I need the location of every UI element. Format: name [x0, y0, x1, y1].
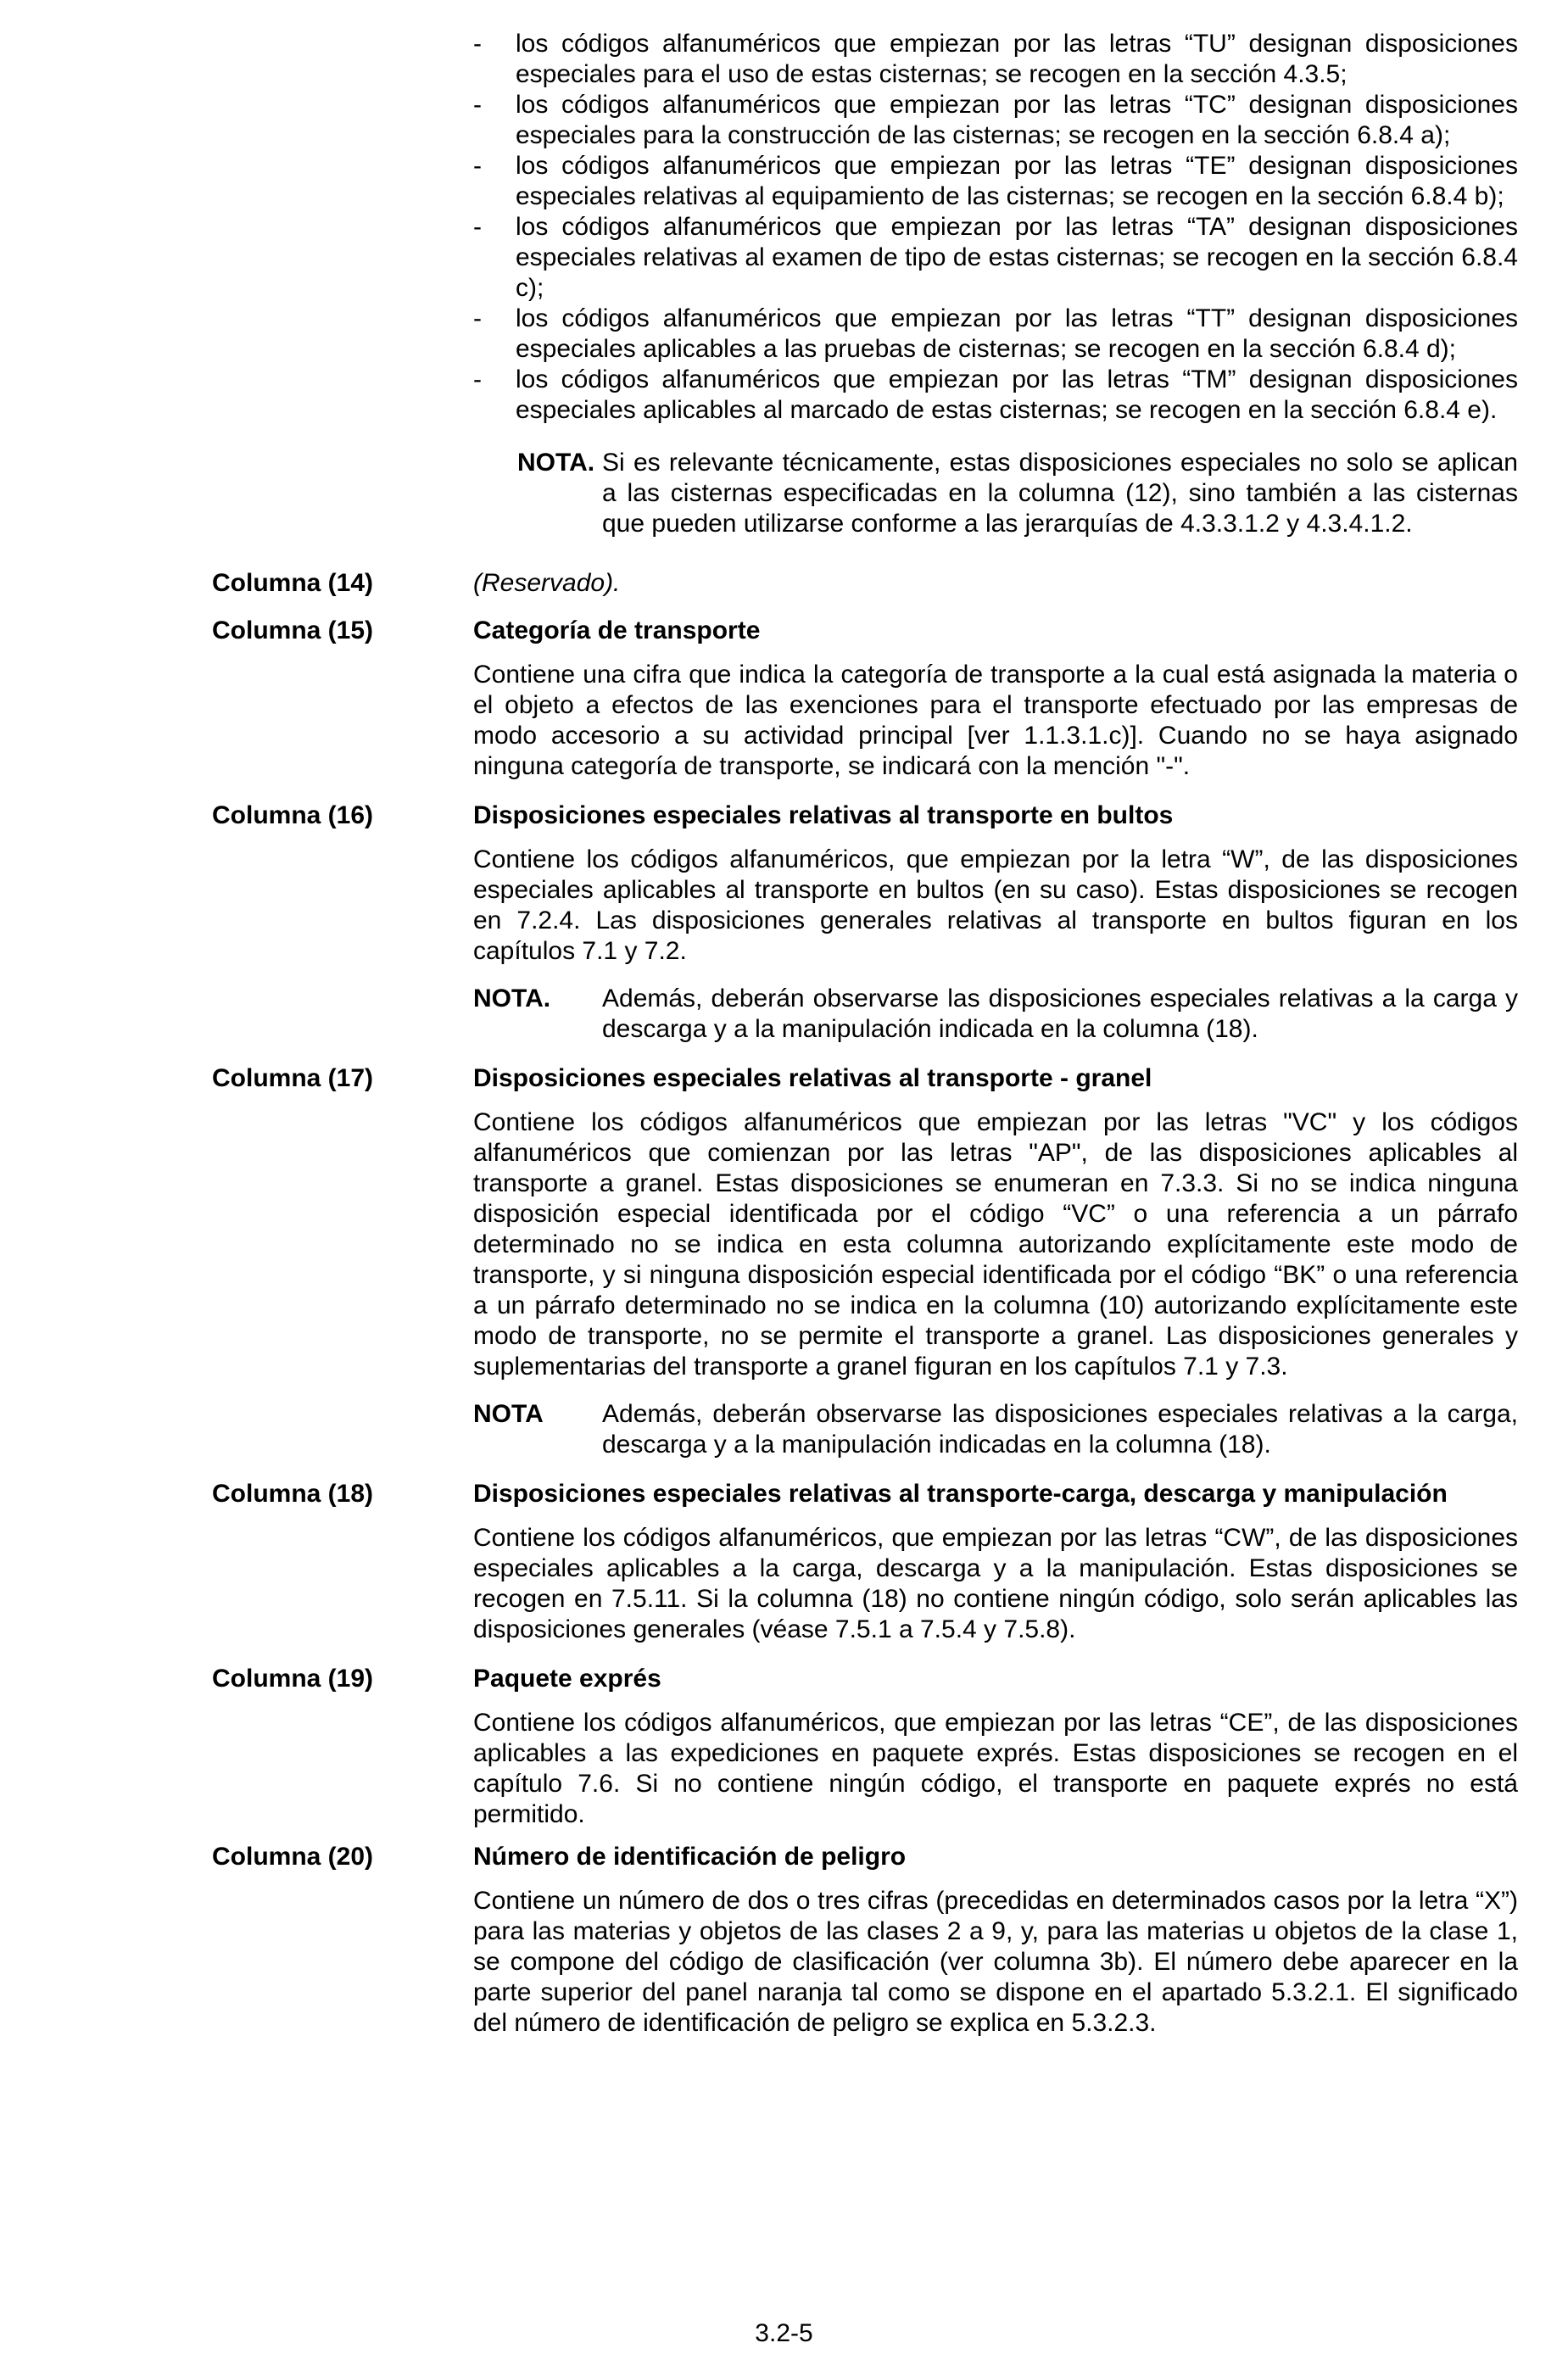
- nota-text: Además, deberán observarse las disposiciones especiales relativas a la carga y descarga y a la manipulación indicada en la columna (18).: [602, 985, 1518, 1043]
- bullet-dash: -: [473, 213, 482, 241]
- bullet-text-tu: los códigos alfanuméricos que empiezan por las letras “TU” designan disposiciones especiales para el uso de estas cisternas; se recogen en la sección 4.3.5;: [516, 30, 1518, 88]
- section-heading: Número de identificación de peligro: [473, 1843, 907, 1871]
- list-item: [473, 365, 1518, 426]
- section-heading: Disposiciones especiales relativas al transporte - granel: [473, 1064, 1152, 1092]
- reserved-text: (Reservado).: [473, 569, 621, 597]
- list-item: [473, 151, 1518, 212]
- list-item: [473, 90, 1518, 151]
- section-heading: Disposiciones especiales relativas al transporte en bultos: [473, 801, 1174, 829]
- bullet-dash: -: [473, 365, 482, 393]
- bullet-text-te: los códigos alfanuméricos que empiezan por las letras “TE” designan disposiciones especiales relativas al equipamiento de las cisternas; se recogen en la sección 6.8.4 b);: [516, 152, 1518, 210]
- section-columna-14: [212, 568, 1518, 599]
- section-heading: Categoría de transporte: [473, 616, 761, 644]
- section-paragraph: Contiene los códigos alfanuméricos que empiezan por las letras "VC" y los códigos alfanuméricos que comienzan por las letras "AP", de las disposiciones aplicables al transporte a granel. Estas disposiciones se enumeran en 7.3.3. Si no se indica ninguna disposición especial identificada por el código “VC” o una referencia a un párrafo determinado no se indica en esta columna autorizando explícitamente este modo de transporte, y si ninguna disposición especial identificada por el código “BK” o una referencia a un párrafo determinado no se indica en la columna (10) autorizando explícitamente este modo de transporte, no se permite el transporte a granel. Las disposiciones generales y suplementarias del transporte a granel figuran en los capítulos 7.1 y 7.3.: [473, 1108, 1518, 1381]
- page-number: 3.2-5: [755, 2319, 813, 2347]
- tank-code-bullet-list: [473, 29, 1518, 426]
- section-columna-19: [212, 1664, 1518, 1830]
- bullet-dash: -: [473, 91, 482, 119]
- section-columna-18: [212, 1479, 1518, 1645]
- section-paragraph: Contiene una cifra que indica la categoría de transporte a la cual está asignada la materia o el objeto a efectos de las exenciones para el transporte efectuado por las empresas de modo accesorio a su actividad principal [ver 1.1.3.1.c)]. Cuando no se haya asignado ninguna categoría de transporte, se indicará con la mención "-".: [473, 661, 1518, 780]
- bullet-text-tm: los códigos alfanuméricos que empiezan por las letras “TM” designan disposiciones especiales aplicables al marcado de estas cisternas; se recogen en la sección 6.8.4 e).: [516, 365, 1518, 424]
- section-columna-20: [212, 1842, 1518, 2039]
- bullet-dash: -: [473, 152, 482, 180]
- section-heading: Paquete exprés: [473, 1665, 661, 1693]
- nota-label: NOTA.: [473, 985, 551, 1012]
- column-label: Columna (14): [212, 569, 374, 597]
- list-item: [473, 29, 1518, 90]
- nota-block-tanks: [517, 448, 1518, 539]
- section-columna-16: [212, 800, 1518, 1045]
- bullet-dash: -: [473, 30, 482, 58]
- column-label: Columna (15): [212, 616, 374, 644]
- nota-block: [473, 984, 1518, 1045]
- column-label: Columna (17): [212, 1064, 374, 1092]
- section-paragraph: Contiene los códigos alfanuméricos, que empiezan por las letras “CE”, de las disposiciones aplicables a las expediciones en paquete exprés. Estas disposiciones se recogen en el capítulo 7.6. Si no contiene ningún código, el transporte en paquete exprés no está permitido.: [473, 1709, 1518, 1828]
- nota-label: NOTA.: [517, 449, 595, 477]
- list-item: [473, 212, 1518, 304]
- nota-text: Si es relevante técnicamente, estas disposiciones especiales no solo se aplican a las cisternas especificadas en la columna (12), sino también a las cisternas que pueden utilizarse conforme a las jerarquías de 4.3.3.1.2 y 4.3.4.1.2.: [602, 449, 1518, 538]
- nota-text: Además, deberán observarse las disposiciones especiales relativas a la carga, descarga y a la manipulación indicadas en la columna (18).: [602, 1400, 1518, 1459]
- bullet-text-ta: los códigos alfanuméricos que empiezan por las letras “TA” designan disposiciones especiales relativas al examen de tipo de estas cisternas; se recogen en la sección 6.8.4 c);: [516, 213, 1518, 302]
- bullet-text-tt: los códigos alfanuméricos que empiezan por las letras “TT” designan disposiciones especiales aplicables a las pruebas de cisternas; se recogen en la sección 6.8.4 d);: [516, 304, 1518, 363]
- section-columna-15: [212, 616, 1518, 782]
- bullet-dash: -: [473, 304, 482, 332]
- bullet-text-tc: los códigos alfanuméricos que empiezan por las letras “TC” designan disposiciones especiales para la construcción de las cisternas; se recogen en la sección 6.8.4 a);: [516, 91, 1518, 149]
- section-heading: Disposiciones especiales relativas al transporte-carga, descarga y manipulación: [473, 1480, 1448, 1508]
- list-item: [473, 304, 1518, 365]
- nota-label: NOTA: [473, 1400, 544, 1428]
- section-paragraph: Contiene un número de dos o tres cifras (precedidas en determinados casos por la letra “X”) para las materias y objetos de las clases 2 a 9, y, para las materias u objetos de la clase 1, se compone del código de clasificación (ver columna 3b). El número debe aparecer en la parte superior del panel naranja tal como se dispone en el apartado 5.3.2.1. El significado del número de identificación de peligro se explica en 5.3.2.3.: [473, 1887, 1518, 2037]
- column-label: Columna (19): [212, 1665, 374, 1693]
- column-label: Columna (16): [212, 801, 374, 829]
- section-paragraph: Contiene los códigos alfanuméricos, que empiezan por las letras “CW”, de las disposiciones especiales aplicables a la carga, descarga y a la manipulación. Estas disposiciones se recogen en 7.5.11. Si la columna (18) no contiene ningún código, solo serán aplicables las disposiciones generales (véase 7.5.1 a 7.5.4 y 7.5.8).: [473, 1524, 1518, 1643]
- column-label: Columna (20): [212, 1843, 374, 1871]
- column-label: Columna (18): [212, 1480, 374, 1508]
- section-columna-17: [212, 1063, 1518, 1460]
- section-paragraph: Contiene los códigos alfanuméricos, que empiezan por la letra “W”, de las disposiciones especiales aplicables al transporte en bultos (en su caso). Estas disposiciones se recogen en 7.2.4. Las disposiciones generales relativas al transporte en bultos figuran en los capítulos 7.1 y 7.2.: [473, 845, 1518, 965]
- nota-block: [473, 1399, 1518, 1460]
